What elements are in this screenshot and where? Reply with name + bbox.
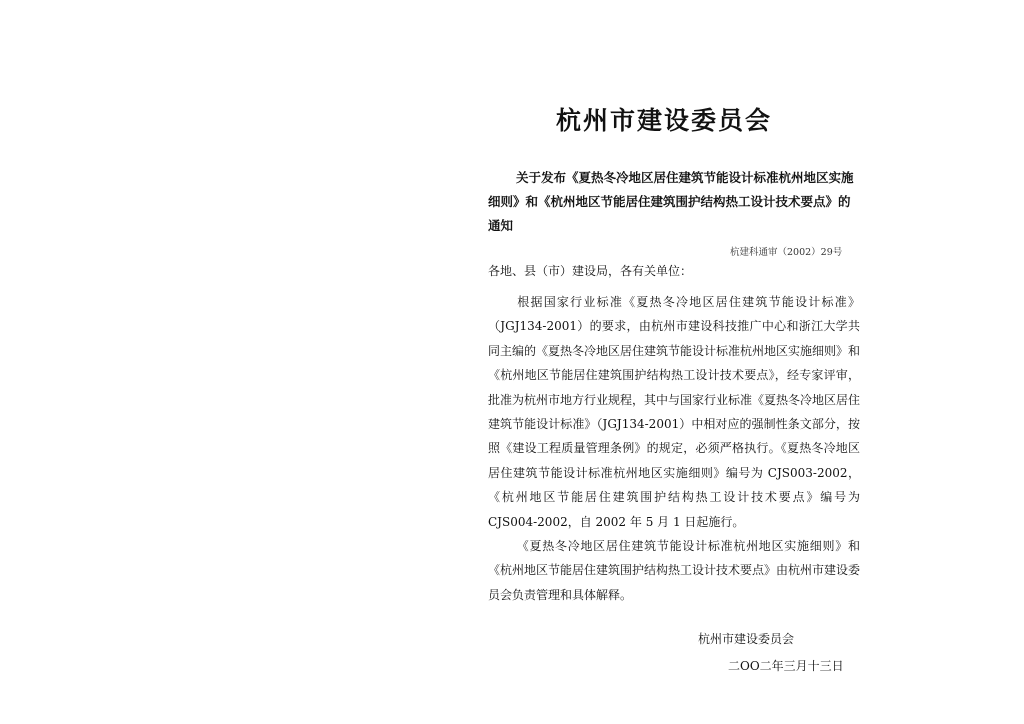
body-paragraph-2 bbox=[488, 534, 860, 607]
body-paragraph-1 bbox=[488, 290, 860, 534]
signature-organization: 杭州市建设委员会 bbox=[698, 632, 795, 646]
signature-date: 二OO二年三月十三日 bbox=[728, 659, 844, 673]
body-paragraph-1-text: 根据国家行业标准《夏热冬冷地区居住建筑节能设计标准》（JGJ134-2001）的要求，由杭州市建设科技推广中心和浙江大学共同主编的《夏热冬冷地区居住建筑节能设计标准杭州地区实施细则》和《杭州地区节能居住建筑围护结构热工设计技术要点》，经专家评审，批准为杭州市地方行业规程，其中与国家行业标准《夏热冬冷地区居住建筑节能设计标准》（JGJ134-2001）中相对应的强制性条文部分，按照《建设工程质量管理条例》的规定，必须严格执行。《夏热冬冷地区居住建筑节能设计标准杭州地区实施细则》编号为 CJS003-2002，《杭州地区节能居住建筑围护结构热工设计技术要点》编号为 CJS004-2002，自 2002 年 5 月 1 日起施行。 bbox=[488, 295, 861, 529]
document-title: 杭州市建设委员会 bbox=[556, 106, 773, 135]
document-number: 杭建科通审（2002）29号 bbox=[730, 247, 843, 258]
salutation: 各地、县（市）建设局，各有关单位： bbox=[488, 264, 693, 278]
notice-title: 关于发布《夏热冬冷地区居住建筑节能设计标准杭州地区实施细则》和《杭州地区节能居住建筑围护结构热工设计技术要点》的通知 bbox=[488, 170, 854, 233]
body-paragraph-2-text: 《夏热冬冷地区居住建筑节能设计标准杭州地区实施细则》和《杭州地区节能居住建筑围护结构热工设计技术要点》由杭州市建设委员会负责管理和具体解释。 bbox=[488, 539, 861, 602]
notice-title-block bbox=[488, 166, 862, 238]
